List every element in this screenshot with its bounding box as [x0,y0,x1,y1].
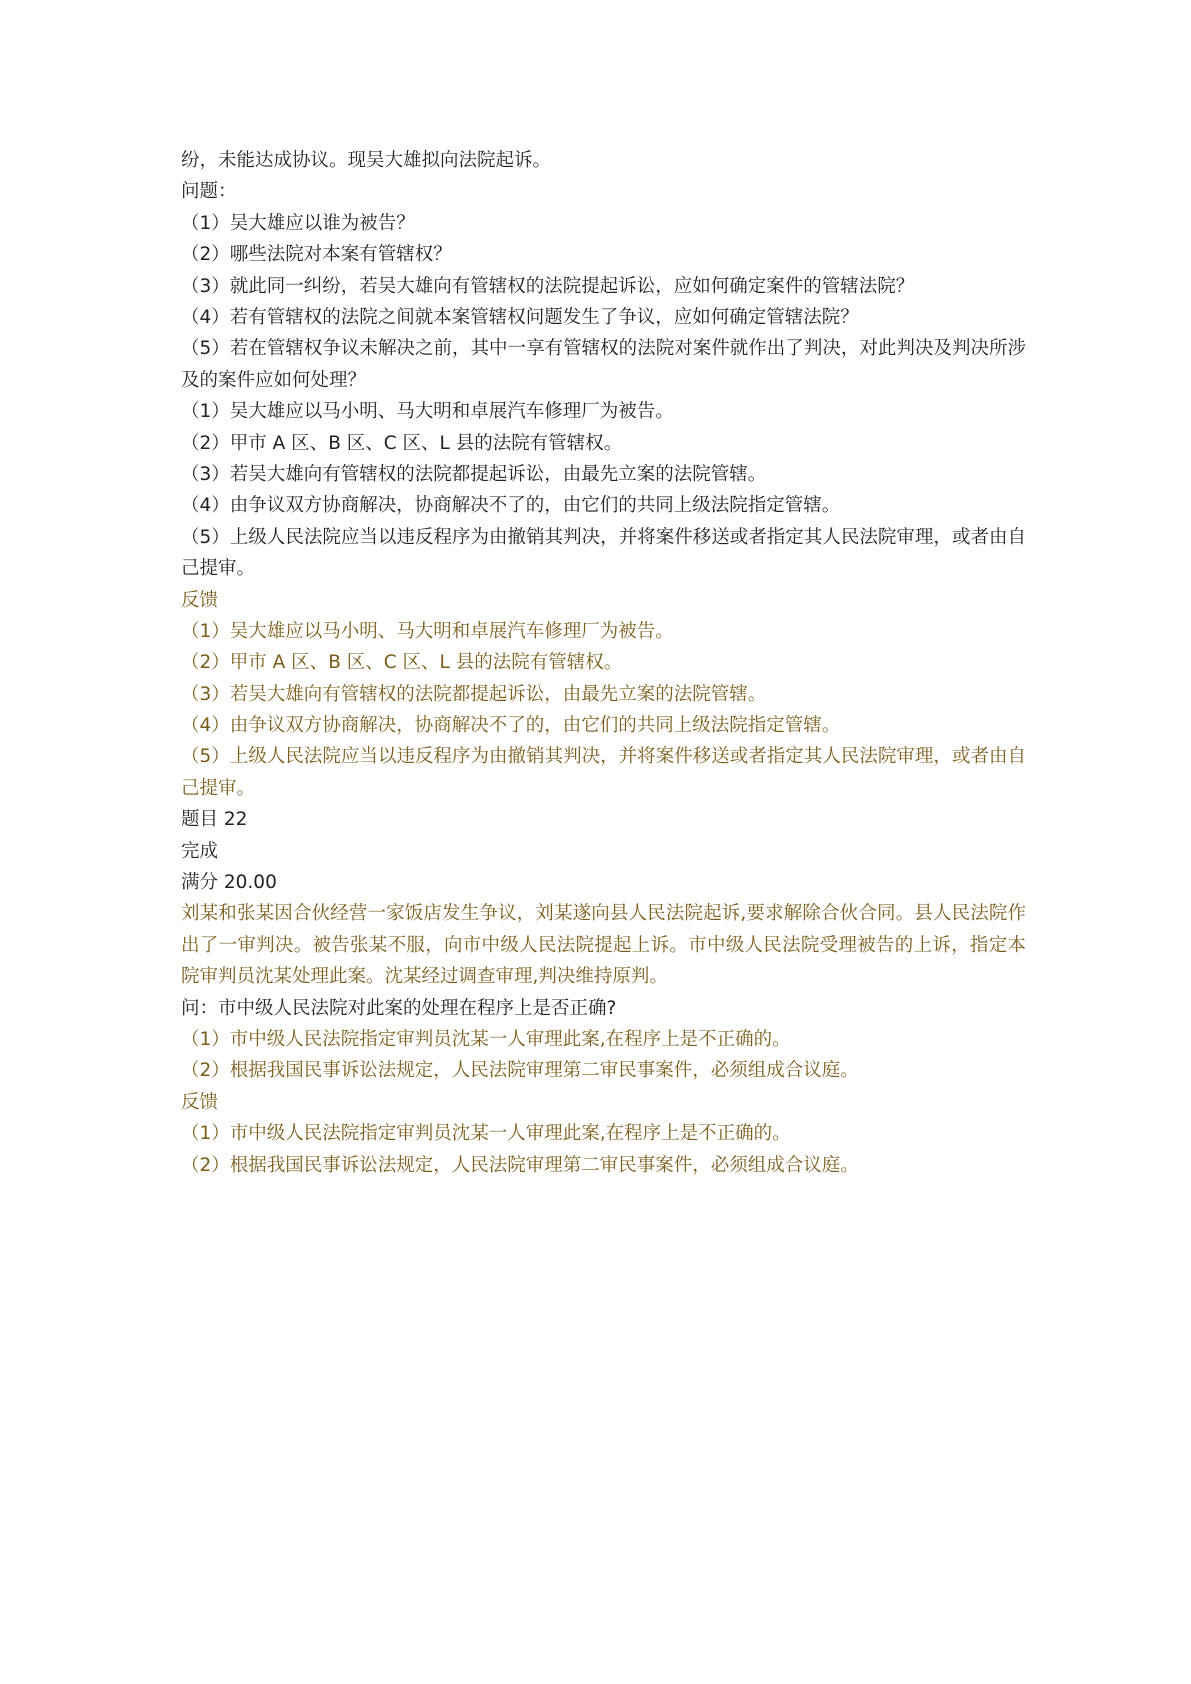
q21-answer-2: （2）甲市 A 区、B 区、C 区、L 县的法院有管辖权。 [181,432,623,454]
q21-answer-5: （5）上级人民法院应当以违反程序为由撤销其判决，并将案件移送或者指定其人民法院审理，或者由自己提审。 [181,526,1026,580]
q22-status: 完成 [181,840,219,862]
q21-question-2: （2）哪些法院对本案有管辖权？ [181,244,452,266]
q22-feedback-1: （1）市中级人民法院指定审判员沈某一人审理此案,在程序上是不正确的。 [181,1123,791,1145]
q21-question-1: （1）吴大雄应以谁为被告？ [181,212,415,234]
q21-answer-1: （1）吴大雄应以马小明、马大明和卓展汽车修理厂为被告。 [181,401,674,423]
q22-question: 问：市中级人民法院对此案的处理在程序上是否正确? [181,997,617,1019]
q21-feedback-3: （3）若吴大雄向有管辖权的法院都提起诉讼，由最先立案的法院管辖。 [181,683,767,705]
q22-title: 题目 22 [181,809,248,831]
q22-answer-1: （1）市中级人民法院指定审判员沈某一人审理此案,在程序上是不正确的。 [181,1029,791,1051]
document-page [181,145,1026,1181]
q21-feedback-4: （4）由争议双方协商解决，协商解决不了的，由它们的共同上级法院指定管辖。 [181,715,841,737]
q21-feedback-1: （1）吴大雄应以马小明、马大明和卓展汽车修理厂为被告。 [181,620,674,642]
q21-question-4: （4）若有管辖权的法院之间就本案管辖权问题发生了争议，应如何确定管辖法院？ [181,306,859,328]
q22-stem: 刘某和张某因合伙经营一家饭店发生争议，刘某遂向县人民法院起诉,要求解除合伙合同。县人民法院作出了一审判决。被告张某不服，向市中级人民法院提起上诉。市中级人民法院受理被告的上诉，指定本院审判员沈某处理此案。沈某经过调查审理,判决维持原判。 [181,903,1026,988]
q22-feedback-2: （2）根据我国民事诉讼法规定，人民法院审理第二审民事案件，必须组成合议庭。 [181,1154,859,1176]
q21-answer-3: （3）若吴大雄向有管辖权的法院都提起诉讼，由最先立案的法院管辖。 [181,463,767,485]
q21-question-5: （5）若在管辖权争议未解决之前，其中一享有管辖权的法院对案件就作出了判决，对此判决及判决所涉及的案件应如何处理？ [181,338,1026,391]
q21-answer-4: （4）由争议双方协商解决，协商解决不了的，由它们的共同上级法院指定管辖。 [181,495,841,517]
q22-feedback-label: 反馈 [181,1091,219,1113]
q21-feedback-5: （5）上级人民法院应当以违反程序为由撤销其判决，并将案件移送或者指定其人民法院审理，或者由自己提审。 [181,746,1026,799]
q21-feedback-label: 反馈 [181,589,219,611]
q21-intro-tail: 纷，未能达成协议。现吴大雄拟向法院起诉。 [181,150,552,171]
q22-answer-2: （2）根据我国民事诉讼法规定，人民法院审理第二审民事案件，必须组成合议庭。 [181,1060,859,1082]
q21-questions-heading: 问题： [181,181,237,203]
q21-question-3: （3）就此同一纠纷，若吴大雄向有管辖权的法院提起诉讼，应如何确定案件的管辖法院？ [181,275,915,297]
q21-feedback-2: （2）甲市 A 区、B 区、C 区、L 县的法院有管辖权。 [181,652,623,674]
q22-score: 满分 20.00 [181,872,277,894]
